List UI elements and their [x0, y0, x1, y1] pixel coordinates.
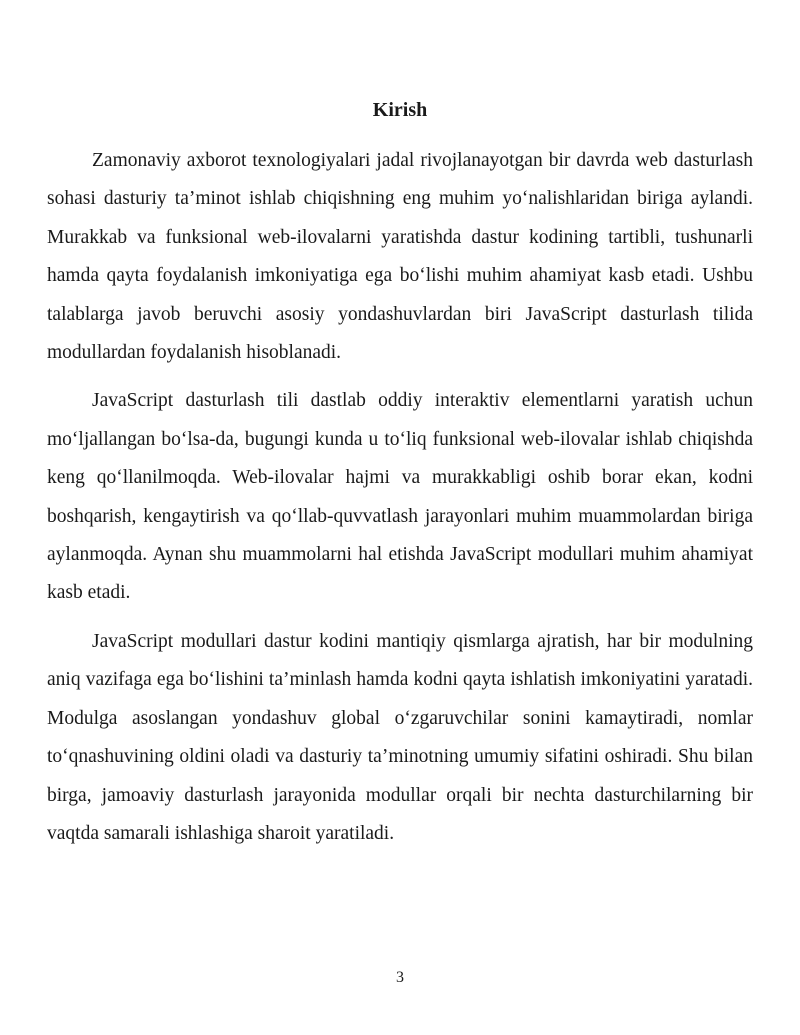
page-number: 3	[396, 969, 404, 986]
section-title: Kirish	[372, 99, 428, 121]
paragraph-2: JavaScript dasturlash tili dastlab oddiy interaktiv elementlarni yaratish uchun mo‘ljallangan bo‘lsa-da, bugungi kunda u to‘liq funksional web-ilovalar ishlab chiqishda keng qo‘llanilmoqda. Web-ilovalar hajmi va murakkabligi oshib borar ekan, kodni boshqarish, kengaytirish va qo‘llab-quvvatlash jarayonlari muhim muammolardan biriga aylanmoqda. Aynan shu muammolarni hal etishda JavaScript modullari muhim ahamiyat kasb etadi.	[47, 390, 753, 604]
paragraph-3: JavaScript modullari dastur kodini mantiqiy qismlarga ajratish, har bir modulning aniq vazifaga ega bo‘lishini ta’minlash hamda kodni qayta ishlatish imkoniyatini yaratadi. Modulga asoslangan yondashuv global o‘zgaruvchilar sonini kamaytiradi, nomlar to‘qnashuvining oldini oladi va dasturiy ta’minotning umumiy sifatini oshiradi. Shu bilan birga, jamoaviy dasturlash jarayonida modullar orqali bir nechta dasturchilarning bir vaqtda samarali ishlashiga sharoit yaratiladi.	[47, 630, 753, 844]
body-text	[47, 142, 753, 863]
paragraph-1: Zamonaviy axborot texnologiyalari jadal rivojlanayotgan bir davrda web dasturlash sohasi dasturiy ta’minot ishlab chiqishning eng muhim yo‘nalishlaridan biriga aylandi. Murakkab va funksional web-ilovalarni yaratishda dastur kodining tartibli, tushunarli hamda qayta foydalanish imkoniyatiga ega bo‘lishi muhim ahamiyat kasb etadi. Ushbu talablarga javob beruvchi asosiy yondashuvlardan biri JavaScript dasturlash tilida modullardan foydalanish hisoblanadi.	[47, 150, 753, 364]
